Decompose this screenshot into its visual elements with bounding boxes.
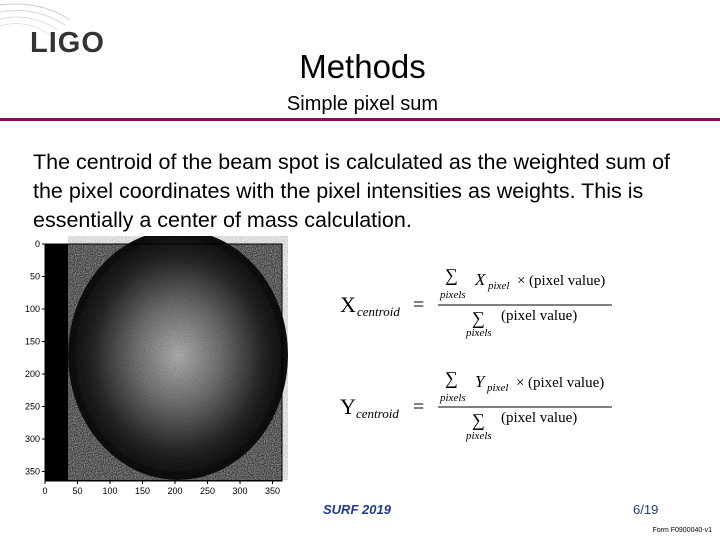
y-tick-label: 150: [24, 336, 40, 347]
svg-text:∑: ∑: [445, 265, 458, 285]
footer-event-label: SURF 2019: [323, 502, 391, 517]
y-den-sum-sub: pixels: [466, 430, 492, 442]
ligo-logo: LIGO: [30, 27, 105, 59]
y-num-pixel-value: (pixel value): [528, 375, 605, 391]
x-tick-label: 50: [72, 486, 83, 496]
x-tick-label: 200: [167, 486, 183, 496]
y-tick-label: 200: [24, 369, 40, 380]
x-tick-label: 300: [232, 486, 248, 496]
x-tick-label: 250: [199, 486, 216, 496]
title-divider: [0, 118, 720, 121]
svg-text:=: =: [413, 294, 425, 316]
svg-text:∑: ∑: [472, 410, 485, 430]
svg-text:×: ×: [517, 273, 526, 289]
y-tick-label: 350: [24, 466, 40, 477]
body-paragraph: The centroid of the beam spot is calculated as the weighted sum of the pixel coordinates with the pixel intensities as weights. This is essentially a center of mass calculation.: [33, 150, 671, 232]
slide-title: Methods: [299, 48, 426, 85]
y-lhs-sub: centroid: [356, 406, 399, 421]
svg-text:∑: ∑: [445, 368, 458, 388]
x-den-sum-sub: pixels: [466, 327, 492, 339]
y-centroid-formula: [340, 368, 612, 442]
y-num-var: Y: [475, 372, 485, 391]
x-tick-label: 100: [102, 486, 118, 496]
y-tick-label: 250: [24, 401, 40, 412]
svg-text:×: ×: [516, 375, 525, 391]
y-num-sum-sub: pixels: [440, 392, 466, 404]
x-tick-label: 150: [134, 486, 151, 496]
y-tick-label: 0: [34, 239, 40, 249]
page-number: 6/19: [633, 502, 659, 517]
x-centroid-formula: [340, 265, 612, 339]
x-num-pixel-value: (pixel value): [529, 273, 606, 289]
y-tick-label: 100: [24, 304, 40, 315]
x-lhs: X: [340, 292, 356, 317]
beam-spot-plot: [0, 236, 300, 498]
x-num-sum-sub: pixels: [440, 289, 466, 301]
y-lhs: Y: [340, 394, 356, 419]
x-tick-label: 0: [42, 486, 48, 496]
form-id: Form F0900040-v1: [652, 527, 712, 534]
slide-subtitle: Simple pixel sum: [286, 93, 439, 115]
y-num-sub: pixel: [487, 382, 509, 394]
x-num-sub: pixel: [488, 280, 510, 292]
svg-text:=: =: [413, 396, 425, 418]
beam-spot: [68, 236, 288, 480]
x-den-pixel-value: (pixel value): [501, 308, 578, 324]
x-tick-label: 350: [265, 486, 281, 496]
y-tick-label: 50: [29, 271, 40, 282]
y-tick-label: 300: [24, 434, 40, 445]
x-num-var: X: [475, 270, 486, 289]
x-lhs-sub: centroid: [357, 304, 400, 319]
svg-text:∑: ∑: [472, 308, 485, 328]
centroid-formulas: [335, 258, 635, 448]
y-den-pixel-value: (pixel value): [501, 410, 578, 426]
